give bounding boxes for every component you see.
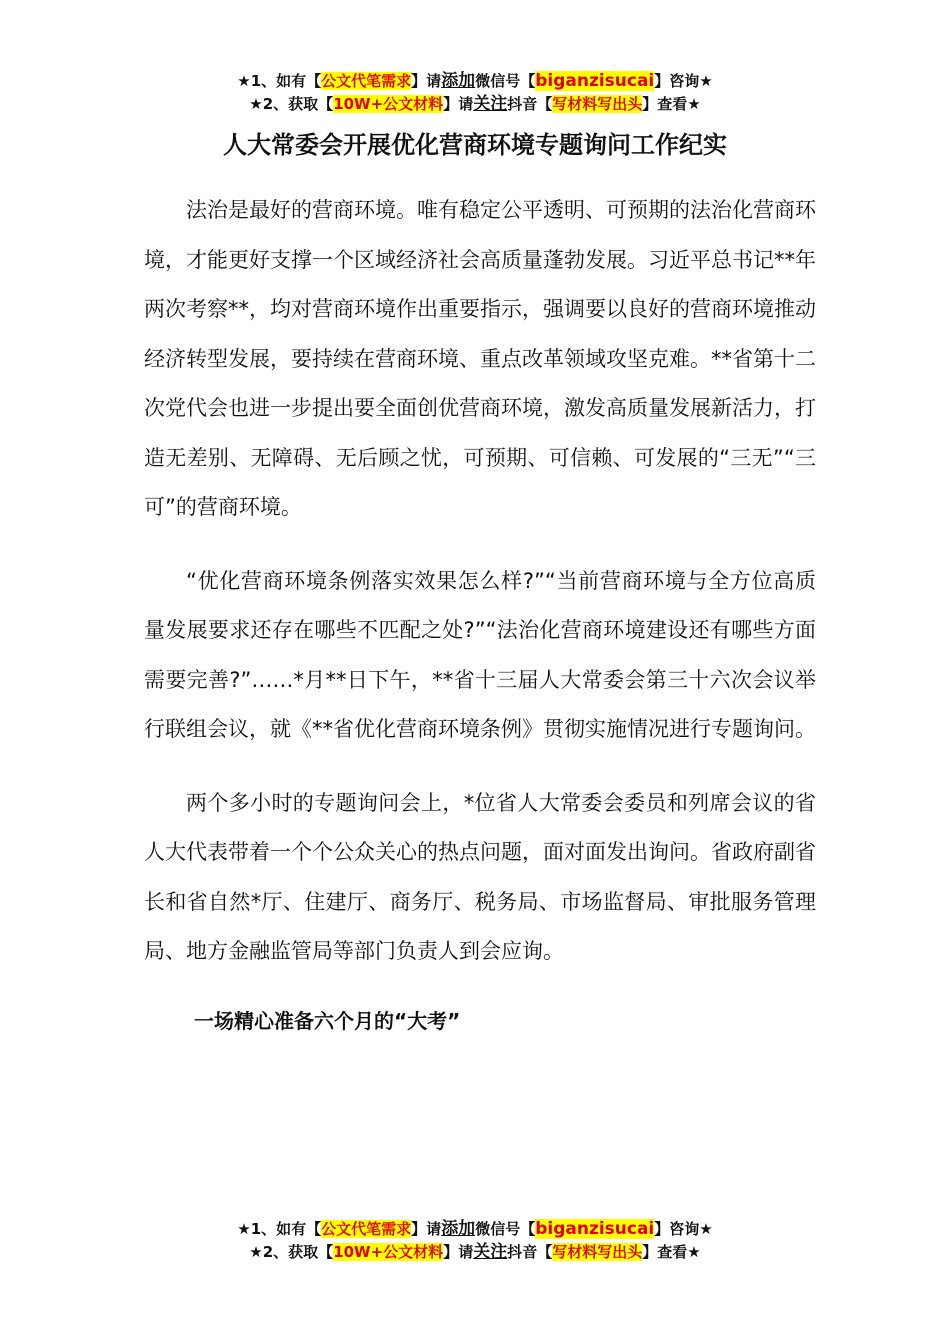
promo-line-1: [0, 1218, 950, 1241]
promo-text: 】查看★: [642, 1243, 701, 1261]
star-icon: ★: [249, 95, 263, 113]
promo-text: 】请: [443, 95, 474, 113]
promo-emphasis-follow: 关注: [473, 94, 508, 114]
promo-text: 】查看★: [642, 95, 701, 113]
promo-text: 2、获取【: [262, 95, 334, 113]
paragraph-3: 两个多小时的专题询问会上，*位省人大常委会委员和列席会议的省人大代表带着一个个公众关心的热点问题，面对面发出询问。省政府副省长和省自然*厅、住建厅、商务厅、税务局、市场监督局、审批服务管理局、地方金融监管局等部门负责人到会应询。: [144, 790, 816, 963]
promo-highlight-materials: 10W+公文材料: [333, 1243, 444, 1261]
promo-text: 1、如有【: [250, 1220, 322, 1238]
promo-text: 抖音【: [507, 95, 553, 113]
promo-text: 2、获取【: [262, 1243, 334, 1261]
promo-text: 微信号【: [475, 72, 536, 90]
promo-highlight-wechat-id: biganzisucai: [535, 71, 655, 91]
promo-highlight-douyin-account: 写材料写出头: [552, 95, 643, 113]
promo-text: 抖音【: [507, 1243, 553, 1261]
promo-line-2: [0, 93, 950, 116]
promo-banner-top: [0, 70, 950, 116]
promo-text: 】请: [411, 1220, 442, 1238]
promo-highlight-writing-service: 公文代笔需求: [321, 72, 412, 90]
promo-emphasis-add: 添加: [441, 1219, 476, 1239]
paragraph-1: 法治是最好的营商环境。唯有稳定公平透明、可预期的法治化营商环境，才能更好支撑一个区域经济社会高质量蓬勃发展。习近平总书记**年两次考察**，均对营商环境作出重要指示，强调要以良好的营商环境推动经济转型发展，要持续在营商环境、重点改革领域攻坚克难。**省第十二次党代会也进一步提出要全面创优营商环境，激发高质量发展新活力，打造无差别、无障碍、无后顾之忧，可预期、可信赖、可发展的“三无”“三可”的营商环境。: [144, 198, 816, 519]
promo-text: 】请: [411, 72, 442, 90]
promo-emphasis-follow: 关注: [473, 1242, 508, 1262]
promo-text: 】咨询★: [654, 1220, 713, 1238]
promo-highlight-materials: 10W+公文材料: [333, 95, 444, 113]
promo-highlight-douyin-account: 写材料写出头: [552, 1243, 643, 1261]
document-title: 人大常委会开展优化营商环境专题询问工作纪实: [223, 131, 727, 159]
promo-line-2: [0, 1241, 950, 1264]
promo-text: 微信号【: [475, 1220, 536, 1238]
section-heading: 一场精心准备六个月的“大考”: [194, 1008, 461, 1033]
promo-banner-bottom: [0, 1218, 950, 1264]
promo-highlight-wechat-id: biganzisucai: [535, 1219, 655, 1239]
promo-text: 】咨询★: [654, 72, 713, 90]
star-icon: ★: [237, 1220, 251, 1238]
promo-line-1: [0, 70, 950, 93]
promo-text: 1、如有【: [250, 72, 322, 90]
promo-emphasis-add: 添加: [441, 71, 476, 91]
promo-highlight-writing-service: 公文代笔需求: [321, 1220, 412, 1238]
document-body: [144, 186, 816, 1041]
paragraph-2: “优化营商环境条例落实效果怎么样?”“当前营商环境与全方位高质量发展要求还存在哪些不匹配之处?”“法治化营商环境建设还有哪些方面需要完善?”……*月**日下午，**省十三届人大常委会第三十六次会议举行联组会议，就《**省优化营商环境条例》贯彻实施情况进行专题询问。: [144, 568, 816, 741]
promo-text: 】请: [443, 1243, 474, 1261]
star-icon: ★: [249, 1243, 263, 1261]
star-icon: ★: [237, 72, 251, 90]
